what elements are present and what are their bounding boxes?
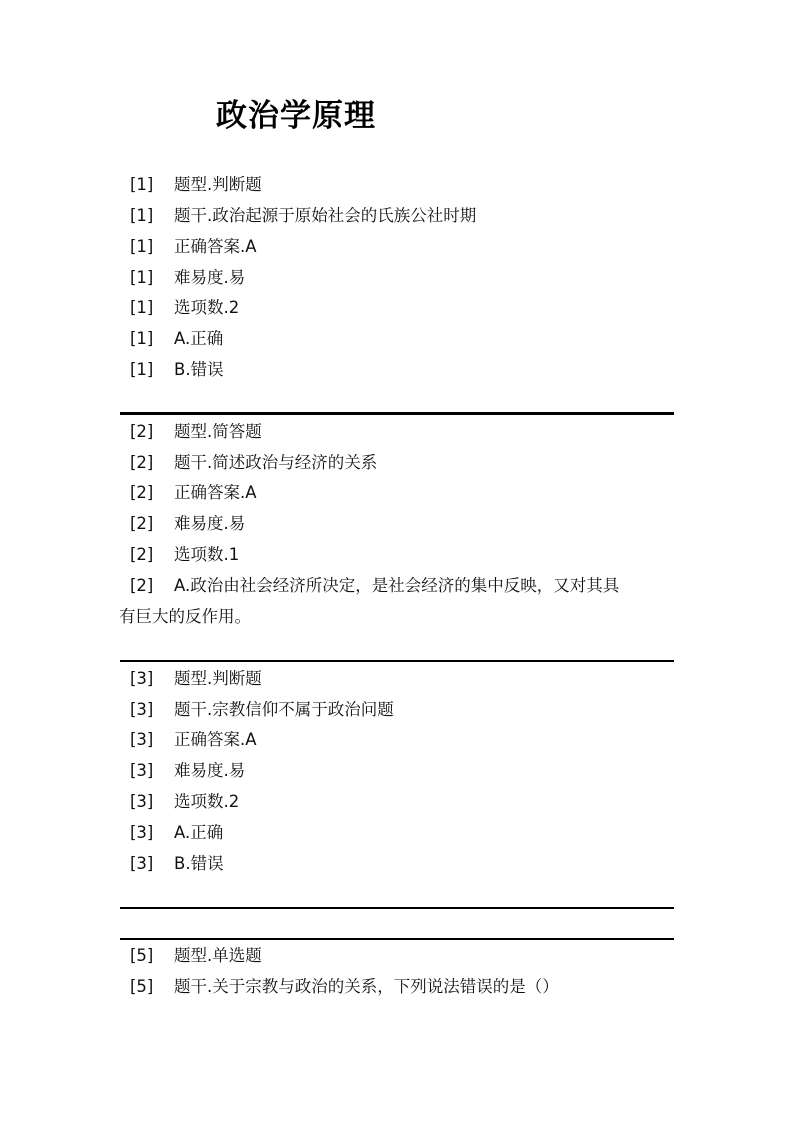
question-2-option-a-continuation: 有巨大的反作用。	[119, 607, 251, 626]
question-2-stem	[130, 452, 377, 474]
document-title: 政治学原理	[216, 98, 376, 134]
question-5-type	[130, 945, 262, 967]
question-3-difficulty	[130, 760, 245, 782]
question-number: [3]	[130, 823, 154, 842]
question-number: [5]	[130, 946, 154, 965]
question-stem: 题干.政治起源于原始社会的氏族公社时期	[174, 206, 477, 225]
question-2-option-count	[130, 544, 239, 566]
question-number: [2]	[130, 453, 154, 472]
question-number: [5]	[130, 977, 154, 996]
question-number: [2]	[130, 483, 154, 502]
question-2-difficulty	[130, 513, 245, 535]
difficulty: 难易度.易	[174, 268, 246, 287]
question-1-difficulty	[130, 267, 245, 289]
question-number: [1]	[130, 237, 154, 256]
question-number: [3]	[130, 792, 154, 811]
option-a: A.政治由社会经济所决定，是社会经济的集中反映，又对其具	[174, 576, 620, 595]
option-a: A.正确	[174, 329, 224, 348]
question-1-option-b	[130, 359, 224, 381]
question-number: [2]	[130, 422, 154, 441]
question-number: [1]	[130, 360, 154, 379]
question-3-option-a	[130, 822, 223, 844]
question-1-option-count	[130, 297, 239, 319]
question-stem: 题干.简述政治与经济的关系	[174, 453, 378, 472]
question-number: [2]	[130, 545, 154, 564]
question-number: [2]	[130, 576, 154, 595]
question-1-type	[130, 174, 262, 196]
difficulty: 难易度.易	[174, 761, 246, 780]
question-3-answer	[130, 729, 257, 751]
question-type: 题型.简答题	[174, 422, 262, 441]
difficulty: 难易度.易	[174, 514, 246, 533]
question-number: [1]	[130, 329, 154, 348]
question-number: [1]	[130, 206, 154, 225]
option-b: B.错误	[174, 854, 224, 873]
correct-answer: 正确答案.A	[174, 730, 257, 749]
separator-rule	[120, 412, 674, 415]
question-number: [1]	[130, 268, 154, 287]
option-a: A.正确	[174, 823, 224, 842]
question-3-type	[130, 668, 262, 690]
option-count: 选项数.2	[174, 298, 240, 317]
option-count: 选项数.2	[174, 792, 240, 811]
question-stem: 题干.宗教信仰不属于政治问题	[174, 700, 394, 719]
question-number: [1]	[130, 298, 154, 317]
question-3-option-b	[130, 853, 224, 875]
separator-rule	[120, 907, 674, 909]
question-1-answer	[130, 236, 257, 258]
question-number: [3]	[130, 700, 154, 719]
question-type: 题型.单选题	[174, 946, 262, 965]
question-number: [3]	[130, 669, 154, 688]
question-number: [3]	[130, 730, 154, 749]
question-2-type	[130, 421, 262, 443]
option-count: 选项数.1	[174, 545, 240, 564]
question-3-stem	[130, 699, 394, 721]
separator-rule	[120, 938, 674, 940]
question-5-stem	[130, 976, 559, 998]
question-type: 题型.判断题	[174, 669, 262, 688]
correct-answer: 正确答案.A	[174, 483, 257, 502]
question-type: 题型.判断题	[174, 175, 262, 194]
question-number: [2]	[130, 514, 154, 533]
question-2-answer	[130, 482, 257, 504]
question-number: [3]	[130, 854, 154, 873]
question-number: [1]	[130, 175, 154, 194]
question-3-option-count	[130, 791, 239, 813]
separator-rule	[120, 660, 674, 662]
option-b: B.错误	[174, 360, 224, 379]
question-number: [3]	[130, 761, 154, 780]
correct-answer: 正确答案.A	[174, 237, 257, 256]
question-1-option-a	[130, 328, 223, 350]
question-2-option-a	[130, 575, 619, 597]
question-1-stem	[130, 205, 476, 227]
question-stem: 题干.关于宗教与政治的关系，下列说法错误的是（）	[174, 977, 559, 996]
